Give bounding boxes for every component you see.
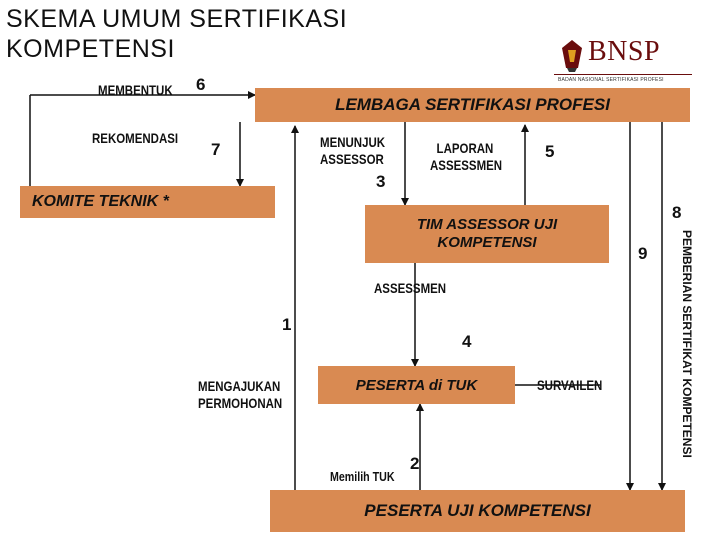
label-memilih-tuk: Memilih TUK xyxy=(330,469,395,484)
number-8: 8 xyxy=(672,203,682,222)
bnsp-emblem-icon xyxy=(558,38,586,72)
label-menunjuk-line-1: MENUNJUK xyxy=(320,134,386,150)
label-rekomendasi: REKOMENDASI xyxy=(92,130,179,146)
number-1: 1 xyxy=(282,315,292,334)
label-menunjuk-line-2: ASSESSOR xyxy=(320,151,384,167)
number-6: 6 xyxy=(196,75,206,94)
bnsp-logo xyxy=(548,34,696,86)
number-5: 5 xyxy=(545,142,555,161)
label-laporan-line-2: ASSESSMEN xyxy=(430,157,503,173)
komite-teknik-box xyxy=(20,186,275,218)
number-7: 7 xyxy=(211,140,221,159)
label-membentuk: MEMBENTUK xyxy=(98,82,173,98)
peserta-tuk-box xyxy=(318,366,515,404)
peserta-uji-label: PESERTA UJI KOMPETENSI xyxy=(364,501,591,520)
komite-teknik-label: KOMITE TEKNIK * xyxy=(32,193,169,210)
number-4: 4 xyxy=(462,332,472,351)
label-laporan-assessmen xyxy=(430,140,502,174)
lsp-label: LEMBAGA SERTIFIKASI PROFESI xyxy=(335,95,610,114)
tim-assessor-box xyxy=(365,205,609,263)
title-line-2: KOMPETENSI xyxy=(6,35,175,63)
peserta-tuk-label: PESERTA di TUK xyxy=(355,376,478,394)
tim-assessor-label-line-2: KOMPETENSI xyxy=(437,234,537,251)
peserta-uji-box xyxy=(270,490,685,532)
title-line-1: SKEMA UMUM SERTIFIKASI xyxy=(6,5,348,33)
lsp-box xyxy=(255,88,690,122)
label-mengajukan-permohonan xyxy=(198,378,282,412)
bnsp-logo-subtitle: BADAN NASIONAL SERTIFIKASI PROFESI xyxy=(558,77,664,83)
number-2: 2 xyxy=(410,454,420,473)
label-pemberian-sertifikat: PEMBERIAN SERTIFIKAT KOMPETENSI xyxy=(680,230,694,458)
logo-underline xyxy=(554,74,692,75)
label-mengajukan-line-2: PERMOHONAN xyxy=(198,395,283,411)
label-laporan-line-1: LAPORAN xyxy=(436,140,494,156)
label-assessmen: ASSESSMEN xyxy=(374,280,447,296)
tim-assessor-label-line-1: TIM ASSESSOR UJI xyxy=(416,216,558,233)
bnsp-logo-text: BNSP xyxy=(588,36,661,67)
label-menunjuk-assessor xyxy=(320,134,385,168)
label-survailen: SURVAILEN xyxy=(537,377,603,393)
number-9: 9 xyxy=(638,244,648,263)
label-mengajukan-line-1: MENGAJUKAN xyxy=(198,378,281,394)
number-3: 3 xyxy=(376,172,386,191)
page-title xyxy=(6,4,347,64)
